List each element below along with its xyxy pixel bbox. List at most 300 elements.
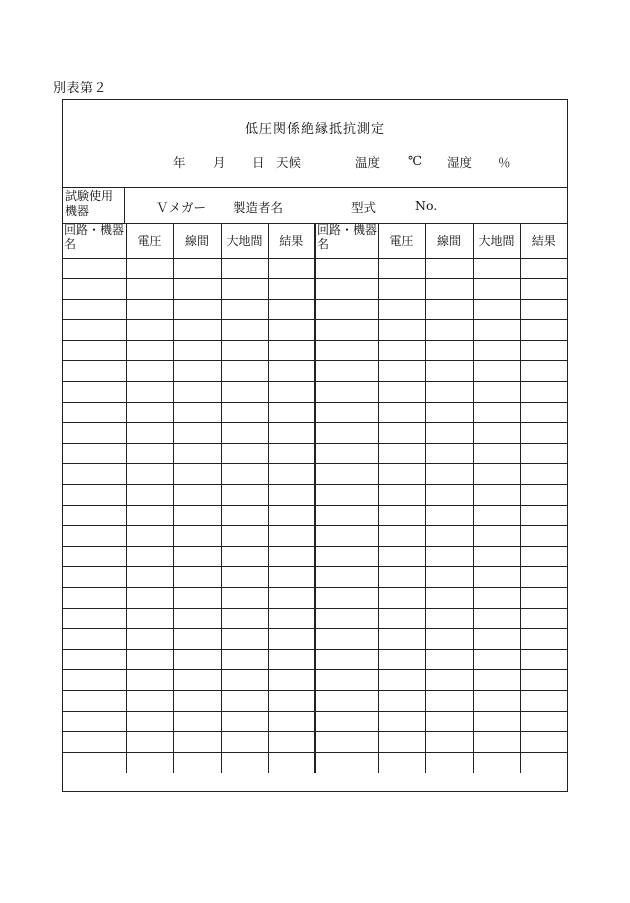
table-cell[interactable]	[63, 567, 126, 588]
table-cell[interactable]	[126, 608, 173, 629]
table-cell[interactable]	[520, 443, 567, 464]
table-row	[63, 649, 567, 670]
table-cell[interactable]	[378, 361, 425, 382]
table-cell[interactable]	[268, 485, 315, 506]
table-cell[interactable]	[520, 258, 567, 279]
table-cell[interactable]	[473, 443, 520, 464]
table-cell[interactable]	[315, 423, 378, 444]
table-cell[interactable]	[268, 690, 315, 711]
table-cell[interactable]	[473, 382, 520, 403]
table-cell[interactable]	[378, 320, 425, 341]
column-header: 回路・機器名	[315, 223, 378, 258]
table-cell[interactable]	[315, 464, 378, 485]
equipment-row	[63, 187, 567, 224]
table-cell[interactable]	[473, 752, 520, 773]
table-cell[interactable]	[221, 423, 268, 444]
table-cell[interactable]	[63, 361, 126, 382]
table-cell[interactable]	[126, 258, 173, 279]
table-cell[interactable]	[520, 402, 567, 423]
table-cell[interactable]	[378, 526, 425, 547]
table-cell[interactable]	[268, 505, 315, 526]
table-cell[interactable]	[315, 505, 378, 526]
table-cell[interactable]	[126, 340, 173, 361]
temperature-label: 温度	[355, 155, 381, 170]
column-header: 電圧	[378, 223, 425, 258]
table-cell[interactable]	[63, 402, 126, 423]
table-cell[interactable]	[126, 732, 173, 753]
table-row	[63, 320, 567, 341]
table-cell[interactable]	[425, 588, 473, 609]
table-cell[interactable]	[126, 649, 173, 670]
table-cell[interactable]	[268, 732, 315, 753]
table-cell[interactable]	[315, 567, 378, 588]
table-cell[interactable]	[173, 649, 221, 670]
month-label: 月	[213, 155, 226, 170]
table-cell[interactable]	[315, 258, 378, 279]
weather-label: 天候	[276, 155, 302, 170]
table-cell[interactable]	[221, 279, 268, 300]
table-cell[interactable]	[268, 258, 315, 279]
table-row	[63, 382, 567, 403]
table-row	[63, 402, 567, 423]
table-cell[interactable]	[378, 690, 425, 711]
table-cell[interactable]	[378, 423, 425, 444]
table-cell[interactable]	[63, 443, 126, 464]
table-cell[interactable]	[173, 732, 221, 753]
table-cell[interactable]	[126, 485, 173, 506]
table-cell[interactable]	[126, 402, 173, 423]
table-cell[interactable]	[520, 670, 567, 691]
table-cell[interactable]	[315, 608, 378, 629]
table-cell[interactable]	[173, 340, 221, 361]
table-cell[interactable]	[425, 505, 473, 526]
table-cell[interactable]	[173, 299, 221, 320]
table-cell[interactable]	[520, 732, 567, 753]
table-cell[interactable]	[473, 423, 520, 444]
table-cell[interactable]	[425, 279, 473, 300]
table-cell[interactable]	[63, 670, 126, 691]
table-cell[interactable]	[221, 402, 268, 423]
table-cell[interactable]	[221, 546, 268, 567]
table-cell[interactable]	[520, 711, 567, 732]
table-cell[interactable]	[268, 299, 315, 320]
table-cell[interactable]	[473, 608, 520, 629]
table-cell[interactable]	[126, 423, 173, 444]
table-cell[interactable]	[520, 546, 567, 567]
table-cell[interactable]	[221, 464, 268, 485]
table-cell[interactable]	[473, 464, 520, 485]
table-cell[interactable]	[473, 340, 520, 361]
table-cell[interactable]	[520, 526, 567, 547]
table-cell[interactable]	[473, 361, 520, 382]
table-cell[interactable]	[221, 567, 268, 588]
table-cell[interactable]	[315, 299, 378, 320]
table-cell[interactable]	[473, 567, 520, 588]
table-row	[63, 690, 567, 711]
table-cell[interactable]	[63, 320, 126, 341]
table-cell[interactable]	[378, 711, 425, 732]
table-cell[interactable]	[126, 711, 173, 732]
table-cell[interactable]	[126, 546, 173, 567]
number-label: No.	[415, 198, 438, 213]
table-cell[interactable]	[473, 299, 520, 320]
table-cell[interactable]	[63, 299, 126, 320]
table-cell[interactable]	[268, 361, 315, 382]
table-cell[interactable]	[473, 258, 520, 279]
table-cell[interactable]	[425, 526, 473, 547]
table-cell[interactable]	[221, 505, 268, 526]
table-cell[interactable]	[315, 402, 378, 423]
table-cell[interactable]	[126, 629, 173, 650]
measurement-form	[62, 99, 568, 792]
table-cell[interactable]	[378, 485, 425, 506]
table-cell[interactable]	[173, 464, 221, 485]
table-cell[interactable]	[315, 361, 378, 382]
table-cell[interactable]	[473, 402, 520, 423]
table-cell[interactable]	[378, 629, 425, 650]
table-cell[interactable]	[378, 546, 425, 567]
table-cell[interactable]	[63, 732, 126, 753]
column-header: 大地間	[473, 223, 520, 258]
table-cell[interactable]	[520, 423, 567, 444]
table-cell[interactable]	[378, 649, 425, 670]
table-cell[interactable]	[126, 382, 173, 403]
table-cell[interactable]	[378, 732, 425, 753]
humidity-label: 湿度	[447, 155, 473, 170]
table-cell[interactable]	[425, 752, 473, 773]
table-cell[interactable]	[425, 402, 473, 423]
table-cell[interactable]	[473, 505, 520, 526]
table-cell[interactable]	[126, 588, 173, 609]
table-cell[interactable]	[520, 464, 567, 485]
table-row	[63, 752, 567, 773]
table-cell[interactable]	[173, 443, 221, 464]
table-cell[interactable]	[425, 258, 473, 279]
table-cell[interactable]	[425, 299, 473, 320]
table-cell[interactable]	[63, 752, 126, 773]
table-cell[interactable]	[221, 526, 268, 547]
table-cell[interactable]	[425, 546, 473, 567]
table-cell[interactable]	[126, 526, 173, 547]
table-cell[interactable]	[473, 732, 520, 753]
table-cell[interactable]	[173, 526, 221, 547]
table-cell[interactable]	[173, 567, 221, 588]
table-cell[interactable]	[126, 279, 173, 300]
table-cell[interactable]	[221, 588, 268, 609]
table-cell[interactable]	[378, 567, 425, 588]
table-cell[interactable]	[268, 546, 315, 567]
table-cell[interactable]	[221, 443, 268, 464]
table-cell[interactable]	[425, 649, 473, 670]
table-row	[63, 526, 567, 547]
table-cell[interactable]	[520, 361, 567, 382]
table-cell[interactable]	[221, 690, 268, 711]
table-cell[interactable]	[425, 320, 473, 341]
table-row	[63, 340, 567, 361]
table-cell[interactable]	[221, 732, 268, 753]
table-cell[interactable]	[315, 382, 378, 403]
table-cell[interactable]	[268, 279, 315, 300]
table-cell[interactable]	[268, 629, 315, 650]
table-row	[63, 464, 567, 485]
table-cell[interactable]	[473, 526, 520, 547]
table-cell[interactable]	[473, 670, 520, 691]
table-row	[63, 258, 567, 279]
table-row	[63, 361, 567, 382]
table-cell[interactable]	[221, 320, 268, 341]
table-cell[interactable]	[126, 505, 173, 526]
table-cell[interactable]	[520, 629, 567, 650]
table-cell[interactable]	[378, 608, 425, 629]
table-cell[interactable]	[63, 340, 126, 361]
table-cell[interactable]	[473, 649, 520, 670]
table-cell[interactable]	[268, 670, 315, 691]
table-row	[63, 711, 567, 732]
table-cell[interactable]	[378, 464, 425, 485]
column-header: 結果	[268, 223, 315, 258]
table-cell[interactable]	[520, 649, 567, 670]
table-row	[63, 588, 567, 609]
table-cell[interactable]	[63, 423, 126, 444]
megger-label: Ｖメガー	[156, 200, 207, 215]
table-cell[interactable]	[425, 361, 473, 382]
column-header: 線間	[173, 223, 221, 258]
table-cell[interactable]	[173, 546, 221, 567]
table-cell[interactable]	[63, 485, 126, 506]
table-cell[interactable]	[268, 608, 315, 629]
table-cell[interactable]	[63, 505, 126, 526]
manufacturer-label: 製造者名	[233, 200, 284, 215]
table-cell[interactable]	[425, 690, 473, 711]
table-cell[interactable]	[425, 732, 473, 753]
table-cell[interactable]	[126, 299, 173, 320]
table-cell[interactable]	[378, 299, 425, 320]
table-cell[interactable]	[173, 279, 221, 300]
table-cell[interactable]	[268, 402, 315, 423]
table-cell[interactable]	[473, 546, 520, 567]
table-cell[interactable]	[63, 382, 126, 403]
table-cell[interactable]	[126, 690, 173, 711]
table-cell[interactable]	[268, 443, 315, 464]
table-cell[interactable]	[63, 608, 126, 629]
table-cell[interactable]	[221, 299, 268, 320]
table-cell[interactable]	[221, 629, 268, 650]
table-cell[interactable]	[378, 443, 425, 464]
table-cell[interactable]	[173, 629, 221, 650]
table-cell[interactable]	[63, 649, 126, 670]
table-cell[interactable]	[63, 690, 126, 711]
table-cell[interactable]	[173, 485, 221, 506]
measurement-table	[63, 223, 567, 773]
table-cell[interactable]	[425, 567, 473, 588]
humidity-unit: ％	[498, 155, 511, 170]
table-cell[interactable]	[378, 402, 425, 423]
day-label: 日	[252, 155, 265, 170]
table-cell[interactable]	[268, 340, 315, 361]
table-cell[interactable]	[520, 588, 567, 609]
table-cell[interactable]	[425, 629, 473, 650]
table-header-row	[63, 223, 567, 258]
table-cell[interactable]	[315, 732, 378, 753]
table-cell[interactable]	[425, 382, 473, 403]
table-cell[interactable]	[173, 505, 221, 526]
table-cell[interactable]	[221, 608, 268, 629]
table-cell[interactable]	[520, 279, 567, 300]
table-cell[interactable]	[268, 526, 315, 547]
column-header: 電圧	[126, 223, 173, 258]
table-cell[interactable]	[173, 752, 221, 773]
table-cell[interactable]	[315, 485, 378, 506]
table-cell[interactable]	[173, 588, 221, 609]
table-cell[interactable]	[268, 588, 315, 609]
table-cell[interactable]	[520, 752, 567, 773]
table-row	[63, 423, 567, 444]
table-cell[interactable]	[221, 258, 268, 279]
equipment-label: 試験使用機器	[63, 187, 125, 223]
table-cell[interactable]	[315, 670, 378, 691]
table-cell[interactable]	[425, 670, 473, 691]
table-cell[interactable]	[221, 670, 268, 691]
table-cell[interactable]	[173, 320, 221, 341]
table-cell[interactable]	[473, 711, 520, 732]
model-label: 型式	[351, 200, 377, 215]
table-cell[interactable]	[126, 320, 173, 341]
table-cell[interactable]	[520, 299, 567, 320]
table-cell[interactable]	[520, 608, 567, 629]
table-cell[interactable]	[378, 340, 425, 361]
table-cell[interactable]	[315, 752, 378, 773]
table-cell[interactable]	[173, 608, 221, 629]
table-cell[interactable]	[173, 402, 221, 423]
table-cell[interactable]	[268, 752, 315, 773]
table-cell[interactable]	[63, 279, 126, 300]
table-row	[63, 485, 567, 506]
table-cell[interactable]	[63, 546, 126, 567]
table-row	[63, 670, 567, 691]
table-cell[interactable]	[221, 752, 268, 773]
table-cell[interactable]	[126, 670, 173, 691]
table-cell[interactable]	[63, 711, 126, 732]
column-header: 結果	[520, 223, 567, 258]
table-cell[interactable]	[520, 690, 567, 711]
table-cell[interactable]	[378, 258, 425, 279]
table-cell[interactable]	[425, 608, 473, 629]
table-cell[interactable]	[520, 382, 567, 403]
table-cell[interactable]	[315, 546, 378, 567]
table-cell[interactable]	[63, 629, 126, 650]
table-cell[interactable]	[378, 279, 425, 300]
table-cell[interactable]	[268, 320, 315, 341]
table-cell[interactable]	[126, 567, 173, 588]
table-cell[interactable]	[221, 649, 268, 670]
table-cell[interactable]	[520, 320, 567, 341]
year-label: 年	[173, 155, 186, 170]
table-cell[interactable]	[173, 711, 221, 732]
table-cell[interactable]	[520, 340, 567, 361]
table-cell[interactable]	[63, 526, 126, 547]
table-cell[interactable]	[425, 711, 473, 732]
table-row	[63, 567, 567, 588]
table-cell[interactable]	[126, 752, 173, 773]
table-cell[interactable]	[173, 670, 221, 691]
table-cell[interactable]	[268, 567, 315, 588]
table-cell[interactable]	[315, 588, 378, 609]
table-cell[interactable]	[520, 485, 567, 506]
table-cell[interactable]	[268, 382, 315, 403]
table-cell[interactable]	[221, 361, 268, 382]
table-cell[interactable]	[473, 690, 520, 711]
table-cell[interactable]	[315, 320, 378, 341]
table-cell[interactable]	[173, 258, 221, 279]
table-cell[interactable]	[315, 279, 378, 300]
table-cell[interactable]	[520, 505, 567, 526]
table-cell[interactable]	[221, 485, 268, 506]
table-cell[interactable]	[126, 361, 173, 382]
form-header	[63, 100, 567, 188]
table-cell[interactable]	[126, 464, 173, 485]
table-cell[interactable]	[378, 752, 425, 773]
form-title: 低圧関係絶縁抵抗測定	[244, 122, 385, 137]
table-cell[interactable]	[268, 711, 315, 732]
table-cell[interactable]	[425, 464, 473, 485]
table-row	[63, 443, 567, 464]
table-cell[interactable]	[473, 279, 520, 300]
table-cell[interactable]	[315, 443, 378, 464]
table-row	[63, 629, 567, 650]
table-row	[63, 299, 567, 320]
table-row	[63, 608, 567, 629]
table-cell[interactable]	[173, 423, 221, 444]
table-cell[interactable]	[63, 258, 126, 279]
column-header: 回路・機器名	[63, 223, 126, 258]
table-cell[interactable]	[315, 526, 378, 547]
table-cell[interactable]	[268, 649, 315, 670]
table-cell[interactable]	[126, 443, 173, 464]
table-cell[interactable]	[315, 690, 378, 711]
table-cell[interactable]	[378, 505, 425, 526]
table-cell[interactable]	[378, 588, 425, 609]
table-cell[interactable]	[63, 588, 126, 609]
table-cell[interactable]	[315, 649, 378, 670]
table-cell[interactable]	[473, 588, 520, 609]
table-cell[interactable]	[63, 464, 126, 485]
table-cell[interactable]	[520, 567, 567, 588]
table-cell[interactable]	[315, 340, 378, 361]
table-cell[interactable]	[173, 361, 221, 382]
table-cell[interactable]	[315, 629, 378, 650]
table-cell[interactable]	[473, 485, 520, 506]
table-cell[interactable]	[378, 382, 425, 403]
table-cell[interactable]	[425, 423, 473, 444]
table-cell[interactable]	[425, 340, 473, 361]
table-cell[interactable]	[425, 485, 473, 506]
table-cell[interactable]	[473, 320, 520, 341]
table-cell[interactable]	[268, 423, 315, 444]
table-cell[interactable]	[221, 382, 268, 403]
table-cell[interactable]	[268, 464, 315, 485]
table-cell[interactable]	[221, 711, 268, 732]
table-cell[interactable]	[378, 670, 425, 691]
table-cell[interactable]	[173, 382, 221, 403]
table-row	[63, 505, 567, 526]
table-cell[interactable]	[425, 443, 473, 464]
table-cell[interactable]	[173, 690, 221, 711]
temperature-unit: ℃	[408, 153, 422, 168]
table-cell[interactable]	[315, 711, 378, 732]
table-cell[interactable]	[473, 629, 520, 650]
table-cell[interactable]	[221, 340, 268, 361]
table-row	[63, 279, 567, 300]
